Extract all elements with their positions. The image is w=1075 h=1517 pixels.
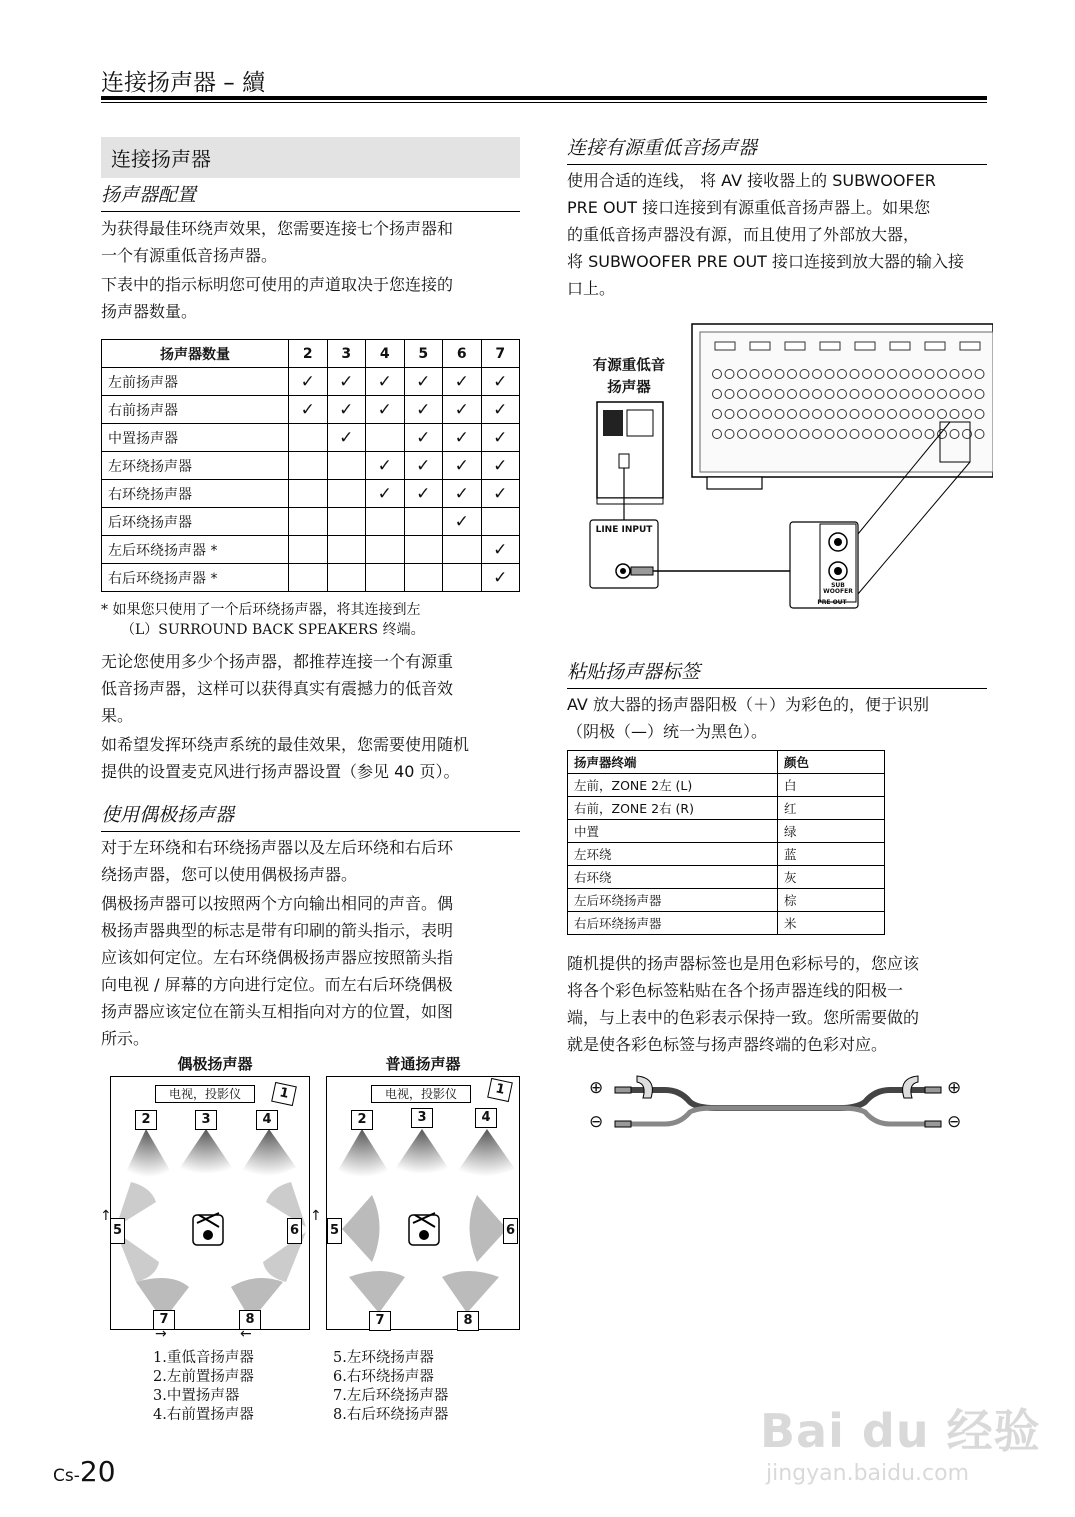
check-mark-cell	[404, 508, 443, 536]
row-label: 左后环绕扬声器 *	[102, 536, 289, 564]
arrow-up-icon: ↑	[100, 1208, 112, 1224]
subwoofer-connection-diagram	[575, 322, 993, 612]
check-mark-cell	[289, 424, 328, 452]
labels-heading: 粘贴扬声器标签	[567, 657, 987, 689]
minus-icon: ⊖	[947, 1112, 962, 1132]
subwoofer-para: 使用合适的连线， 将 AV 接收器上的 SUBWOOFER PRE OUT 接口连接到有源重低音扬声器上。如果您 的重低音扬声器没有源，而且使用了外部放大器， 将 SUBWOOFER PRE OUT 接口连接到放大器的输入接 口上。	[567, 171, 965, 298]
receiver-jack	[763, 370, 772, 379]
color-table-header-terminal: 扬声器终端	[568, 751, 778, 774]
receiver-jack	[825, 410, 834, 419]
check-mark-cell	[289, 480, 328, 508]
receiver-jack	[775, 370, 784, 379]
receiver-jack	[713, 390, 722, 399]
color-table-header	[568, 751, 885, 774]
check-mark-cell: ✓	[443, 396, 482, 424]
speaker-number-8: 8	[457, 1311, 479, 1331]
tv-label: 电视，投影仪	[371, 1085, 471, 1103]
receiver-jack	[788, 430, 797, 439]
receiver-jack	[813, 430, 822, 439]
fan-3	[179, 1129, 233, 1174]
check-mark-cell	[327, 480, 366, 508]
receiver-jack	[950, 370, 959, 379]
speaker-number-5: 5	[327, 1218, 342, 1244]
speaker-number-3: 3	[195, 1110, 217, 1130]
receiver-port	[750, 342, 770, 350]
table-col: 6	[443, 340, 482, 368]
receiver-jack	[800, 430, 809, 439]
table-row	[102, 396, 520, 424]
receiver-jack	[763, 390, 772, 399]
labels-para: AV 放大器的扬声器阳极（＋）为彩色的，便于识别 （阴极（—）统一为黑色）。	[567, 695, 929, 741]
receiver-jack	[900, 430, 909, 439]
plus-icon: ⊕	[589, 1078, 604, 1098]
receiver-jack	[888, 370, 897, 379]
check-mark-cell	[443, 564, 482, 592]
row-label: 右前扬声器	[102, 396, 289, 424]
receiver-jack	[863, 390, 872, 399]
receiver-jack	[938, 410, 947, 419]
check-mark-cell: ✓	[481, 536, 520, 564]
receiver-port	[890, 342, 910, 350]
check-mark-cell: ✓	[443, 508, 482, 536]
check-mark-cell: ✓	[404, 452, 443, 480]
row-label: 右后环绕扬声器 *	[102, 564, 289, 592]
dipole-diagram-title: 偶极扬声器	[177, 1055, 253, 1073]
title-rule-thin	[101, 102, 987, 103]
receiver-jack	[963, 370, 972, 379]
receiver-jack	[888, 410, 897, 419]
receiver-jack	[725, 410, 734, 419]
dipole-heading: 使用偶极扬声器	[101, 800, 520, 832]
receiver-jack	[838, 430, 847, 439]
dipole-para2: 偶极扬声器可以按照两个方向输出相同的声音。偶 极扬声器典型的标志是带有印刷的箭头指示，表明 应该如何定位。左右环绕偶极扬声器应按照箭头指 向电视 / 屏幕的方向进行定位。而左右后环绕偶极 扬声器应该定位在箭头互相指向对方的位置，如图 所示。	[101, 894, 454, 1048]
receiver-jack	[838, 390, 847, 399]
receiver-jack	[900, 390, 909, 399]
color-cell: 白	[778, 774, 885, 797]
receiver-jack	[850, 390, 859, 399]
receiver-jack	[788, 390, 797, 399]
table-col: 4	[366, 340, 405, 368]
receiver-jack	[913, 390, 922, 399]
subwoofer-label: 有源重低音 扬声器	[592, 358, 666, 396]
receiver-jack	[913, 370, 922, 379]
check-mark-cell: ✓	[443, 424, 482, 452]
fan-7	[349, 1271, 405, 1313]
receiver-jack	[838, 370, 847, 379]
para-mic-setup: 如希望发挥环绕声系统的最佳效果，您需要使用随机 提供的设置麦克风进行扬声器设置（参见 40 页）。	[101, 735, 470, 781]
arrow-left-icon: ←	[240, 1326, 252, 1342]
table-row	[102, 508, 520, 536]
check-mark-cell: ✓	[327, 396, 366, 424]
receiver-jack	[875, 370, 884, 379]
receiver-port	[855, 342, 875, 350]
check-mark-cell: ✓	[404, 396, 443, 424]
page-title: 连接扬声器 – 續	[101, 70, 266, 96]
watermark-url: jingyan.baidu.com	[766, 1461, 970, 1486]
color-table-header-color: 颜色	[778, 751, 885, 774]
receiver-jack	[963, 390, 972, 399]
receiver-jack	[713, 370, 722, 379]
row-label: 中置扬声器	[102, 424, 289, 452]
receiver-jack	[888, 390, 897, 399]
table-header-label: 扬声器数量	[102, 340, 289, 368]
check-mark-cell: ✓	[481, 480, 520, 508]
receiver-jack	[938, 370, 947, 379]
receiver-jack	[725, 370, 734, 379]
color-table-row	[568, 889, 885, 912]
speaker-number-8: 8	[239, 1310, 261, 1330]
receiver-jack	[875, 410, 884, 419]
fan-4	[241, 1129, 296, 1176]
check-mark-cell: ✓	[443, 480, 482, 508]
title-rule	[101, 96, 987, 100]
receiver-port	[925, 342, 945, 350]
receiver-port	[960, 342, 980, 350]
table-row	[102, 368, 520, 396]
speaker-number-2: 2	[351, 1110, 373, 1130]
check-mark-cell	[404, 536, 443, 564]
check-mark-cell	[289, 452, 328, 480]
receiver-jack	[825, 390, 834, 399]
terminal-cell: 右前，ZONE 2右 (R)	[568, 797, 778, 820]
line-input-label: LINE INPUT	[595, 525, 653, 535]
normal-diagram	[326, 1076, 520, 1330]
color-table-row	[568, 866, 885, 889]
arrow-up-icon: ↑	[310, 1208, 322, 1224]
color-table-row	[568, 820, 885, 843]
table-col: 5	[404, 340, 443, 368]
receiver-jack	[975, 430, 984, 439]
color-cell: 绿	[778, 820, 885, 843]
check-mark-cell: ✓	[404, 424, 443, 452]
check-mark-cell	[366, 564, 405, 592]
receiver-jack	[775, 430, 784, 439]
check-mark-cell: ✓	[443, 368, 482, 396]
receiver-jack	[800, 370, 809, 379]
check-mark-cell	[289, 564, 328, 592]
receiver-jack	[838, 410, 847, 419]
receiver-jack	[975, 410, 984, 419]
fan-8	[442, 1271, 499, 1313]
speaker-cable-diagram	[585, 1068, 970, 1138]
check-mark-cell	[327, 508, 366, 536]
receiver-jack	[925, 370, 934, 379]
row-label: 左前扬声器	[102, 368, 289, 396]
receiver-jack	[850, 410, 859, 419]
receiver-jack	[875, 430, 884, 439]
color-table-row	[568, 843, 885, 866]
receiver-jack	[800, 390, 809, 399]
receiver-jack	[975, 390, 984, 399]
check-mark-cell: ✓	[289, 368, 328, 396]
check-mark-cell: ✓	[481, 452, 520, 480]
watermark-brand: Bai du 经验	[760, 1404, 1041, 1458]
dipole-diagram	[110, 1076, 310, 1330]
receiver-jack	[888, 430, 897, 439]
receiver-jack	[950, 410, 959, 419]
table-row	[102, 452, 520, 480]
footnote: * 如果您只使用了一个后环绕扬声器，将其连接到左 （L）SURROUND BACK SPEAKERS 终端。	[101, 602, 425, 638]
terminal-cell: 右环绕	[568, 866, 778, 889]
receiver-jack	[900, 370, 909, 379]
row-label: 后环绕扬声器	[102, 508, 289, 536]
speaker-number-1: 1	[271, 1082, 297, 1106]
section-title: 连接扬声器	[101, 137, 520, 178]
color-table-row	[568, 912, 885, 935]
speaker-config-table	[101, 339, 520, 592]
receiver-jack	[863, 370, 872, 379]
row-label: 左环绕扬声器	[102, 452, 289, 480]
check-mark-cell: ✓	[289, 396, 328, 424]
receiver-jack	[725, 390, 734, 399]
receiver-jack	[813, 410, 822, 419]
terminal-cell: 右后环绕扬声器	[568, 912, 778, 935]
receiver-jack	[950, 390, 959, 399]
table-header-row	[102, 340, 520, 368]
speaker-number-6: 6	[503, 1218, 518, 1244]
fan-2	[337, 1129, 389, 1177]
receiver-jack	[738, 430, 747, 439]
check-mark-cell: ✓	[366, 368, 405, 396]
check-mark-cell: ✓	[327, 424, 366, 452]
minus-icon: ⊖	[589, 1112, 604, 1132]
plus-icon: ⊕	[947, 1078, 962, 1098]
receiver-jack	[963, 410, 972, 419]
receiver-jack	[763, 410, 772, 419]
receiver-jack	[913, 410, 922, 419]
receiver-jack	[750, 430, 759, 439]
check-mark-cell: ✓	[481, 564, 520, 592]
terminal-cell: 中置	[568, 820, 778, 843]
receiver-jack	[925, 390, 934, 399]
check-mark-cell	[327, 452, 366, 480]
check-mark-cell	[289, 536, 328, 564]
terminal-cell: 左环绕	[568, 843, 778, 866]
baidu-watermark	[760, 1395, 1041, 1486]
color-table	[567, 750, 885, 935]
speaker-number-4: 4	[475, 1108, 497, 1128]
check-mark-cell	[366, 424, 405, 452]
receiver-port	[820, 342, 840, 350]
check-mark-cell: ✓	[327, 368, 366, 396]
receiver-jack	[938, 390, 947, 399]
color-cell: 灰	[778, 866, 885, 889]
receiver-jack	[825, 370, 834, 379]
receiver-jack	[925, 430, 934, 439]
speaker-number-3: 3	[411, 1108, 433, 1128]
fan-2	[126, 1129, 171, 1177]
config-para2: 下表中的指示标明您可使用的声道取决于您连接的 扬声器数量。	[101, 275, 454, 321]
fan-4	[457, 1129, 515, 1176]
color-cell: 棕	[778, 889, 885, 912]
receiver-port	[785, 342, 805, 350]
fan-6	[470, 1195, 508, 1262]
receiver-jack	[863, 430, 872, 439]
color-cell: 米	[778, 912, 885, 935]
row-label: 右环绕扬声器	[102, 480, 289, 508]
check-mark-cell: ✓	[366, 396, 405, 424]
tv-label: 电视，投影仪	[155, 1085, 255, 1103]
receiver-jack	[925, 410, 934, 419]
speaker-number-5: 5	[110, 1218, 125, 1244]
receiver-jack	[900, 410, 909, 419]
table-col: 2	[289, 340, 328, 368]
receiver-jack	[913, 430, 922, 439]
receiver-jack	[738, 390, 747, 399]
check-mark-cell	[404, 564, 443, 592]
speaker-number-1: 1	[487, 1078, 513, 1102]
check-mark-cell	[327, 564, 366, 592]
color-table-row	[568, 774, 885, 797]
speaker-number-7: 7	[153, 1310, 175, 1330]
receiver-jack	[725, 430, 734, 439]
check-mark-cell	[443, 536, 482, 564]
pre-out-label: PRE OUT	[817, 599, 847, 606]
speaker-cable-graphics	[585, 1068, 970, 1138]
normal-diagram-title: 普通扬声器	[385, 1055, 461, 1073]
receiver-jack	[763, 430, 772, 439]
terminal-cell: 左前，ZONE 2左 (L)	[568, 774, 778, 797]
check-mark-cell: ✓	[481, 368, 520, 396]
speaker-number-7: 7	[369, 1311, 391, 1331]
legend-right: 5.左环绕扬声器 6.右环绕扬声器 7.左后环绕扬声器 8.右后环绕扬声器	[333, 1350, 449, 1423]
speaker-number-6: 6	[287, 1218, 302, 1244]
subwoofer-heading: 连接有源重低音扬声器	[567, 133, 987, 165]
page-number: Cs-20	[53, 1455, 116, 1488]
check-mark-cell: ✓	[404, 480, 443, 508]
table-col: 3	[327, 340, 366, 368]
receiver-jack	[850, 370, 859, 379]
receiver-jack	[813, 370, 822, 379]
legend-left: 1.重低音扬声器 2.左前置扬声器 3.中置扬声器 4.右前置扬声器	[153, 1350, 254, 1423]
table-col: 7	[481, 340, 520, 368]
check-mark-cell	[481, 508, 520, 536]
receiver-jack	[788, 410, 797, 419]
check-mark-cell	[289, 508, 328, 536]
terminal-cell: 左后环绕扬声器	[568, 889, 778, 912]
dipole-para1: 对于左环绕和右环绕扬声器以及左后环绕和右后环 绕扬声器，您可以使用偶极扬声器。	[101, 838, 454, 884]
receiver-jack	[713, 430, 722, 439]
color-table-row	[568, 797, 885, 820]
sub-woofer-label: SUB WOOFER	[823, 582, 853, 595]
fan-5	[342, 1195, 380, 1262]
receiver-jack	[938, 430, 947, 439]
check-mark-cell: ✓	[366, 452, 405, 480]
receiver-port	[715, 342, 735, 350]
receiver-jack	[750, 390, 759, 399]
check-mark-cell: ✓	[481, 396, 520, 424]
para-subwoofer-recommend: 无论您使用多少个扬声器，都推荐连接一个有源重 低音扬声器，这样可以获得真实有震撼力的低音效 果。	[101, 652, 454, 725]
receiver-jack	[788, 370, 797, 379]
check-mark-cell	[327, 536, 366, 564]
check-mark-cell	[366, 536, 405, 564]
receiver-jack	[875, 390, 884, 399]
arrow-right-icon: →	[155, 1326, 167, 1342]
receiver-jack	[950, 430, 959, 439]
color-cell: 蓝	[778, 843, 885, 866]
receiver-jack	[738, 370, 747, 379]
check-mark-cell: ✓	[404, 368, 443, 396]
receiver-jack	[800, 410, 809, 419]
check-mark-cell: ✓	[366, 480, 405, 508]
receiver-jack	[775, 390, 784, 399]
receiver-jack	[850, 430, 859, 439]
color-cell: 红	[778, 797, 885, 820]
speaker-number-2: 2	[135, 1110, 157, 1130]
fan-3	[395, 1129, 449, 1174]
table-row	[102, 536, 520, 564]
check-mark-cell: ✓	[443, 452, 482, 480]
config-heading: 扬声器配置	[101, 180, 520, 212]
receiver-jack	[975, 370, 984, 379]
table-row	[102, 424, 520, 452]
labels-para2: 随机提供的扬声器标签也是用色彩标号的，您应该 将各个彩色标签粘贴在各个扬声器连线的阳极一 端，与上表中的色彩表示保持一致。您所需要做的 就是使各彩色标签与扬声器终端的色彩对应。	[567, 954, 920, 1054]
config-para1: 为获得最佳环绕声效果，您需要连接七个扬声器和 一个有源重低音扬声器。	[101, 219, 454, 265]
receiver-jack	[738, 410, 747, 419]
speaker-number-4: 4	[256, 1110, 278, 1130]
table-row	[102, 480, 520, 508]
check-mark-cell	[366, 508, 405, 536]
receiver-jack	[750, 410, 759, 419]
receiver-jack	[713, 410, 722, 419]
receiver-jack	[775, 410, 784, 419]
receiver-jack	[825, 430, 834, 439]
check-mark-cell: ✓	[481, 424, 520, 452]
receiver-jack	[863, 410, 872, 419]
receiver-jack	[813, 390, 822, 399]
table-row	[102, 564, 520, 592]
receiver-jack	[750, 370, 759, 379]
